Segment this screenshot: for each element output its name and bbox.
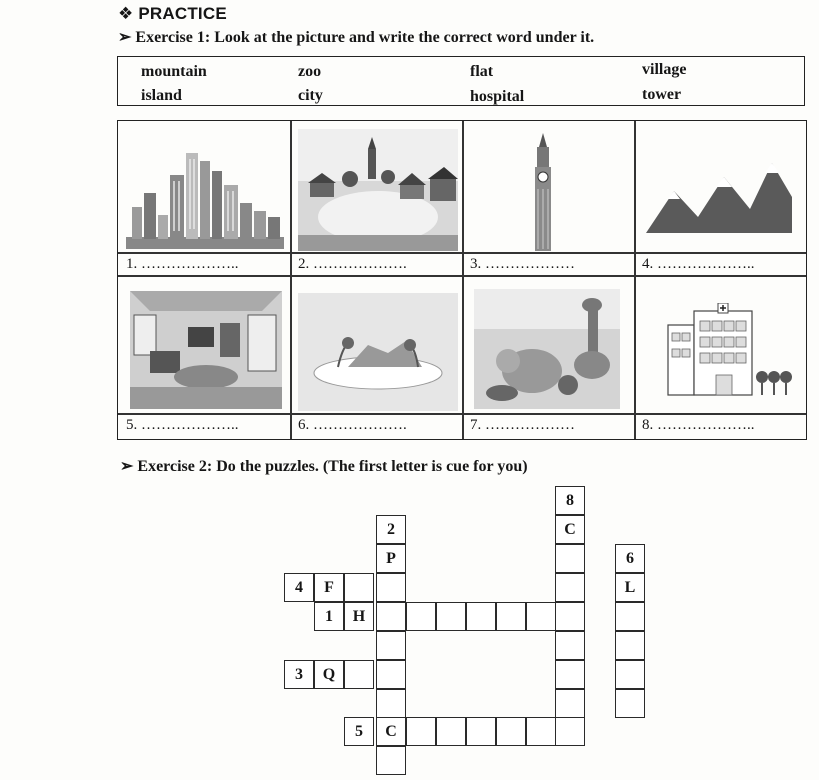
word-city: city [298, 87, 323, 104]
zoo-animals-image [474, 289, 620, 409]
puzzle-cell[interactable] [555, 573, 585, 602]
exercise-2-title: Exercise 2: Do the puzzles. (The first letter is cue for you) [137, 458, 528, 475]
word-bank-box [117, 56, 805, 106]
clue-number-6: 6 [615, 544, 645, 573]
puzzle-cell[interactable] [555, 717, 585, 746]
given-letter-2: P [376, 544, 406, 573]
puzzle-cell[interactable] [376, 631, 406, 660]
answer-label-4: 4. ……………….. [642, 256, 755, 272]
puzzle-cell[interactable] [376, 689, 406, 718]
arrow-bullet-icon: ➢ [118, 29, 132, 46]
puzzle-cell[interactable] [615, 602, 645, 631]
answer-label-8: 8. ……………….. [642, 417, 755, 433]
exercise-1-title: Exercise 1: Look at the picture and write the correct word under it. [135, 29, 595, 46]
word-flat: flat [470, 63, 494, 80]
puzzle-cell[interactable] [466, 602, 496, 631]
puzzle-cell[interactable] [555, 631, 585, 660]
answer-label-1: 1. ……………….. [126, 256, 239, 272]
exercise-1-title-row [118, 27, 594, 47]
answer-label-7: 7. ……………… [470, 417, 575, 433]
puzzle-cell[interactable] [376, 602, 406, 631]
arrow-bullet-icon: ➢ [120, 458, 134, 475]
given-letter-6: L [615, 573, 645, 602]
clue-number-8: 8 [555, 486, 585, 515]
answer-label-5: 5. ……………….. [126, 417, 239, 433]
clue-number-1: 1 [314, 602, 344, 631]
puzzle-cell[interactable] [555, 689, 585, 718]
hospital-image [654, 303, 792, 399]
village-image [298, 129, 458, 251]
mountains-image [646, 157, 792, 233]
word-zoo: zoo [298, 63, 322, 80]
given-letter-8: C [555, 515, 585, 544]
word-island: island [141, 87, 182, 104]
clue-number-2: 2 [376, 515, 406, 544]
picture-grid [117, 120, 807, 440]
puzzle-cell[interactable] [555, 660, 585, 689]
puzzle-cell[interactable] [555, 602, 585, 631]
clue-number-4: 4 [284, 573, 314, 602]
puzzle-cell[interactable] [344, 573, 374, 602]
clue-number-3: 3 [284, 660, 314, 689]
puzzle-cell[interactable] [555, 544, 585, 573]
word-tower: tower [642, 86, 682, 103]
practice-heading: ❖ PRACTICE [118, 4, 227, 23]
clock-tower-image [528, 133, 558, 251]
puzzle-cell[interactable] [526, 602, 556, 631]
puzzle-cell[interactable] [466, 717, 496, 746]
puzzle-cell[interactable] [615, 660, 645, 689]
given-letter-1: H [344, 602, 374, 631]
puzzle-cell[interactable] [496, 602, 526, 631]
given-letter-5: C [376, 717, 406, 746]
puzzle-cell[interactable] [615, 631, 645, 660]
city-skyline-image [126, 145, 284, 249]
answer-label-3: 3. ……………… [470, 256, 575, 272]
word-mountain: mountain [141, 63, 207, 80]
puzzle-cell[interactable] [406, 717, 436, 746]
puzzle-cell[interactable] [376, 573, 406, 602]
puzzle-cell[interactable] [406, 602, 436, 631]
island-image [298, 293, 458, 411]
given-letter-4: F [314, 573, 344, 602]
given-letter-3: Q [314, 660, 344, 689]
puzzle-cell[interactable] [376, 660, 406, 689]
puzzle-cell[interactable] [344, 660, 374, 689]
word-hospital: hospital [470, 88, 525, 105]
answer-label-6: 6. ………………. [298, 417, 407, 433]
puzzle-cell[interactable] [436, 602, 466, 631]
puzzle-cell[interactable] [615, 689, 645, 718]
puzzle-cell[interactable] [376, 746, 406, 775]
answer-label-2: 2. ………………. [298, 256, 407, 272]
clue-number-5: 5 [344, 717, 374, 746]
puzzle-cell[interactable] [436, 717, 466, 746]
word-village: village [642, 61, 687, 78]
puzzle-cell[interactable] [496, 717, 526, 746]
living-room-flat-image [130, 291, 282, 409]
exercise-2-title-row [120, 456, 528, 476]
puzzle-cell[interactable] [526, 717, 556, 746]
